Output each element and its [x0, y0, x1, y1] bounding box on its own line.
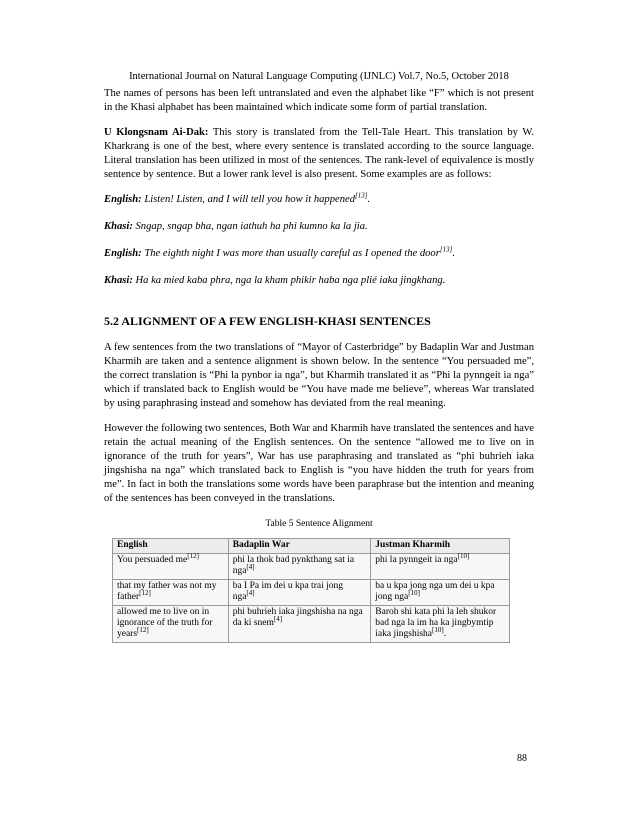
citation-ref: [4]: [273, 614, 283, 623]
cell-text: phi la pynngeit ia nga: [375, 555, 458, 565]
example-khasi-1: [104, 220, 534, 234]
table-cell: [113, 580, 229, 606]
example-khasi-2: [104, 274, 534, 288]
citation-ref: [10]: [408, 588, 420, 597]
running-header: International Journal on Natural Language Computing (IJNLC) Vol.7, No.5, October 2018: [129, 71, 509, 82]
cell-text: ba u kpa jong nga um dei u kpa jong nga: [375, 581, 495, 602]
citation-ref: [4]: [246, 562, 255, 571]
example-text: Ha ka mied kaba phra, nga la kham phikir haba nga plié iaka jingkhang.: [132, 275, 446, 286]
example-text: Sngap, sngap bha, ngan iathuh ha phi kumno ka la jia.: [132, 221, 368, 232]
paragraph-klongsnam: [104, 126, 534, 182]
section-heading: 5.2 ALIGNMENT OF A FEW ENGLISH-KHASI SENTENCES: [104, 314, 431, 328]
column-header-justman-kharmih: Justman Kharmih: [371, 539, 510, 554]
table-cell: [228, 580, 371, 606]
table-cell: [371, 551, 510, 580]
table-row: [113, 554, 510, 580]
paragraph-alignment-discussion: However the following two sentences, Both War and Kharmih have translated the sentences and have retain the actual meaning of the English sentences. On the sentence “allowed me to live on in ignorance of the truth for years”, War has use paraphrasing and translated as “phi buhrieh iaka jingshisha na nga” which translated back to English is “you have hidden the truth for years from me”. In fact in both the translations some words have been paraphrase but the intention and meaning of the sentences has been conveyed in the translations.: [104, 423, 534, 504]
table-row: [113, 580, 510, 606]
example-english-2: [104, 247, 534, 261]
citation-ref: [4]: [246, 588, 255, 597]
paragraph-alignment-intro: A few sentences from the two translations of “Mayor of Casterbridge” by Badaplin War and Justman Kharmih are taken and a sentence alignment is shown below. In the sentence “You persuaded me”, the correct translation is “Phi la pynbor ia nga”, but Kharmih translated it as “Phi la pynngeit ia nga” which if translated back to English would be “You have made me believe”, whereas War translated by using paraphrasing instead and somehow has deviated from the real meaning.: [104, 342, 534, 409]
table-cell: [228, 606, 371, 643]
cell-text: Baroh shi kata phi la leh shukor bad nga la im ha ka jingbymtip iaka jingshisha: [375, 607, 497, 639]
citation-ref: [10]: [457, 551, 470, 560]
cell-text: that my father was not my father: [117, 581, 217, 602]
example-english-1: [104, 193, 534, 207]
table-caption: Table 5 Sentence Alignment: [265, 519, 373, 529]
table-cell: [371, 580, 510, 606]
cell-text: ba I Pa im dei u kpa trai jong nga: [232, 581, 343, 602]
table-cell: [113, 551, 229, 580]
citation-ref: [13]: [355, 191, 368, 200]
example-tail: .: [367, 194, 371, 205]
example-text: Listen! Listen, and I will tell you how it happened: [141, 194, 356, 205]
cell-text: phi la thok bad pynkthang sat ia nga: [232, 555, 355, 576]
citation-ref: [10]: [432, 625, 444, 634]
example-label: Khasi:: [104, 221, 133, 232]
cell-text: allowed me to live on in ignorance of the truth for years: [117, 607, 213, 639]
table-row: [113, 606, 510, 643]
cell-text: You persuaded me: [117, 555, 188, 565]
cell-tail: .: [443, 629, 447, 639]
paragraph-partial-translation: The names of persons has been left untranslated and even the alphabet like “F” which is not present in the Khasi alphabet has been maintained which indicate some form of partial translation.: [104, 88, 534, 113]
table-cell: [113, 606, 229, 643]
cell-text: phi buhrieh iaka jingshisha na nga da ki snem: [232, 607, 363, 628]
table-cell: [371, 606, 510, 643]
article-body: [104, 87, 534, 643]
citation-ref: [12]: [187, 551, 199, 560]
example-tail: .: [452, 248, 455, 259]
column-header-badaplin-war: Badaplin War: [228, 539, 371, 554]
table-header-row: [113, 539, 510, 554]
citation-ref: [12]: [139, 588, 151, 597]
example-label: English:: [104, 194, 142, 205]
column-header-english: English: [113, 539, 229, 554]
citation-ref: [13]: [439, 245, 453, 254]
example-label: English:: [104, 248, 142, 259]
sentence-alignment-table: [112, 538, 510, 643]
example-label: Khasi:: [104, 275, 133, 286]
page-number: 88: [517, 753, 527, 764]
table-cell: [228, 554, 371, 580]
example-text: The eighth night I was more than usually careful as I opened the door: [141, 248, 440, 259]
story-title-lead: U Klongsnam Ai-Dak:: [104, 127, 209, 138]
citation-ref: [12]: [137, 625, 149, 634]
paragraph-klongsnam-text: This story is translated from the Tell-Tale Heart. This translation by W. Kharkrang is one of the best, where every sentence is translated according to the source language. Literal translation has been utilized in most of the sentences. The rank-level of equivalence is mostly sentence by sentence. But a lower rank level is also present. Some examples are as follows:: [104, 127, 535, 180]
